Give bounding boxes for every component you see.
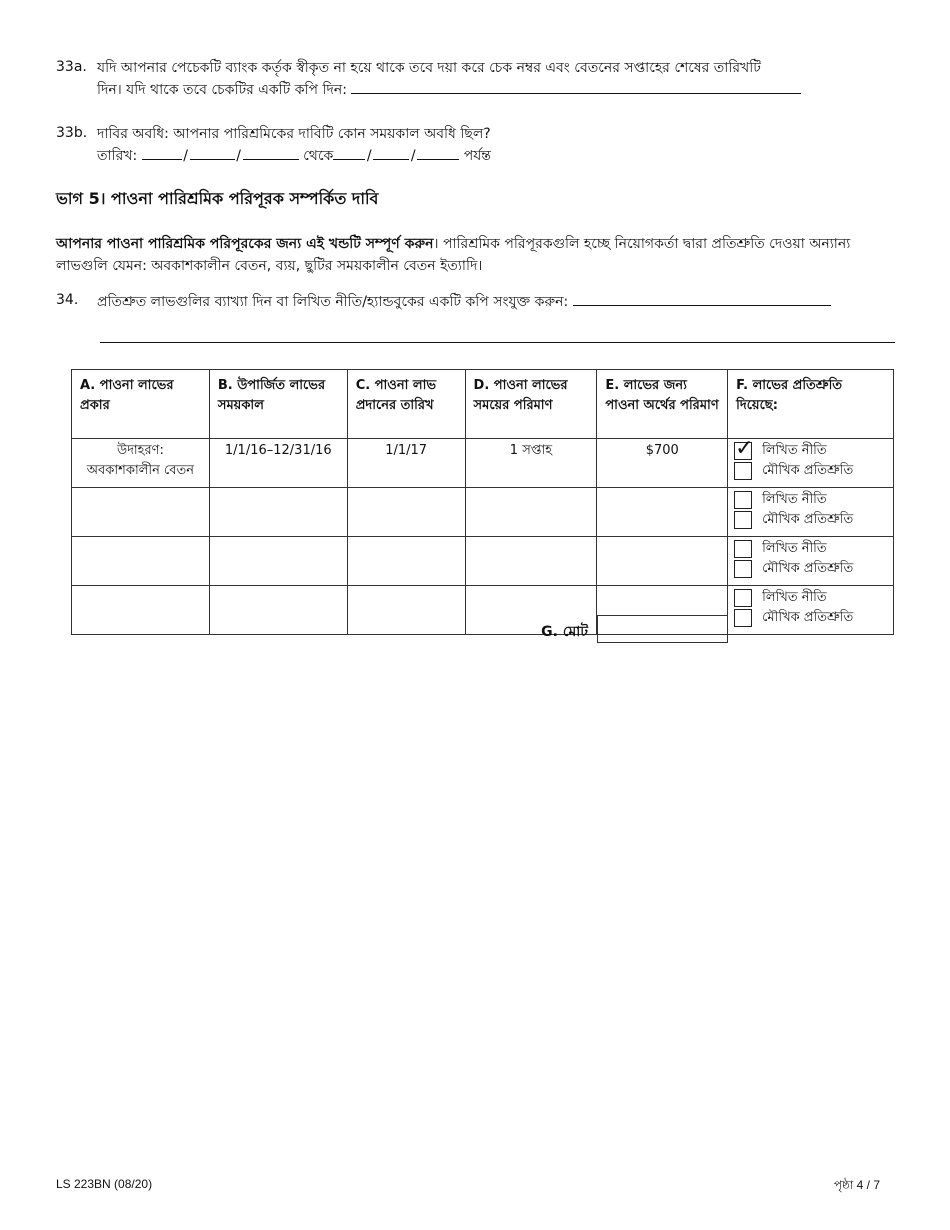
example-type-line1: উদাহরণ: bbox=[116, 443, 164, 458]
q33a-line2: দিন। যদি থাকে তবে চেকটির একটি কপি দিন: bbox=[97, 82, 347, 98]
money-amount-input[interactable] bbox=[597, 537, 728, 586]
until-label: পর্যন্ত bbox=[463, 148, 491, 164]
table-row bbox=[72, 537, 894, 586]
written-policy-label: লিখিত নীতি bbox=[762, 590, 827, 605]
benefits-explanation-line2[interactable] bbox=[100, 342, 895, 343]
example-time-amount: 1 সপ্তাহ bbox=[465, 439, 597, 488]
example-type-line2: অবকাশকালীন বেতন bbox=[86, 463, 195, 478]
verbal-promise-checkbox[interactable] bbox=[734, 462, 752, 480]
verbal-promise-checkbox[interactable] bbox=[734, 609, 752, 627]
from-month-field[interactable] bbox=[142, 145, 182, 160]
q34-text bbox=[97, 291, 831, 312]
verbal-promise-label: মৌখিক প্রতিশ্রুতি bbox=[762, 561, 854, 576]
section5-title: ভাগ 5। পাওনা পারিশ্রমিক পরিপূরক সম্পর্কিত দাবি bbox=[56, 189, 379, 208]
verbal-promise-checkbox[interactable] bbox=[734, 560, 752, 578]
written-policy-checkbox[interactable] bbox=[734, 491, 752, 509]
q33b-number: 33b. bbox=[56, 125, 88, 141]
verbal-promise-label: মৌখিক প্রতিশ্রুতি bbox=[762, 463, 854, 478]
date-slash: / bbox=[183, 148, 188, 164]
section5-intro-rest: । পারিশ্রমিক পরিপূরকগুলি হচ্ছে নিয়োগকর্তা দ্বারা প্রতিশ্রুতি দেওয়া অন্যান্য লাভগুলি যেমন: অবকাশকালীন বেতন, ব্যয়, ছুটির সময়কালীন বেতন ইত্যাদি। bbox=[56, 236, 851, 274]
due-date-input[interactable] bbox=[347, 537, 465, 586]
section5-intro-bold: আপনার পাওনা পারিশ্রমিক পরিপূরকের জন্য এই খন্ডটি সম্পূর্ণ করুন bbox=[56, 236, 434, 252]
from-year-field[interactable] bbox=[243, 145, 299, 160]
written-policy-checkbox[interactable] bbox=[734, 442, 752, 460]
section5-intro bbox=[56, 233, 896, 277]
table-header-row bbox=[72, 370, 894, 439]
table-row bbox=[72, 488, 894, 537]
verbal-promise-label: মৌখিক প্রতিশ্রুতি bbox=[762, 610, 854, 625]
verbal-promise-label: মৌখিক প্রতিশ্রুতি bbox=[762, 512, 854, 527]
written-policy-checkbox[interactable] bbox=[734, 589, 752, 607]
money-amount-input[interactable] bbox=[597, 488, 728, 537]
form-id: LS 223BN (08/20) bbox=[56, 1177, 153, 1191]
q33a-number: 33a. bbox=[56, 59, 87, 75]
benefits-explanation-field[interactable] bbox=[573, 291, 831, 306]
table-row-example bbox=[72, 439, 894, 488]
header-promised-by: F. লাভের প্রতিশ্রুতি দিয়েছে: bbox=[728, 370, 894, 439]
to-year-field[interactable] bbox=[417, 145, 459, 160]
example-type-cell bbox=[72, 439, 210, 488]
due-date-input[interactable] bbox=[347, 488, 465, 537]
promise-cell bbox=[728, 537, 894, 586]
page-number: পৃষ্ঠা 4 / 7 bbox=[833, 1178, 880, 1192]
example-promise-cell bbox=[728, 439, 894, 488]
promise-cell bbox=[728, 488, 894, 537]
date-slash: / bbox=[366, 148, 372, 164]
q33b-text bbox=[97, 124, 897, 166]
earned-period-input[interactable] bbox=[209, 586, 347, 635]
earned-period-input[interactable] bbox=[209, 537, 347, 586]
header-money-amount: E. লাভের জন্য পাওনা অর্থের পরিমাণ bbox=[597, 370, 728, 439]
benefit-type-input[interactable] bbox=[72, 488, 210, 537]
total-label: G. মোট bbox=[541, 624, 588, 640]
time-amount-input[interactable] bbox=[465, 537, 597, 586]
benefit-type-input[interactable] bbox=[72, 586, 210, 635]
to-month-field[interactable] bbox=[333, 145, 365, 160]
date-label: তারিখ: bbox=[97, 148, 138, 164]
promise-cell bbox=[728, 586, 894, 635]
q34-label: প্রতিশ্রুত লাভগুলির ব্যাখ্যা দিন বা লিখিত নীতি/হ্যান্ডবুকের একটি কপি সংযুক্ত করুন: bbox=[97, 294, 569, 310]
total-amount-field[interactable] bbox=[597, 615, 728, 643]
q33a-text bbox=[97, 58, 897, 100]
q33b-line1: দাবির অবধি: আপনার পারিশ্রমিকের দাবিটি কোন সময়কাল অবধি ছিল? bbox=[97, 126, 491, 142]
example-date: 1/1/17 bbox=[347, 439, 465, 488]
header-benefit-type: A. পাওনা লাভের প্রকার bbox=[72, 370, 210, 439]
date-slash: / bbox=[236, 148, 241, 164]
header-due-date: C. পাওনা লাভ প্রদানের তারিখ bbox=[347, 370, 465, 439]
header-earned-period: B. উপার্জিত লাভের সময়কাল bbox=[209, 370, 347, 439]
written-policy-label: লিখিত নীতি bbox=[762, 443, 827, 458]
benefit-type-input[interactable] bbox=[72, 537, 210, 586]
example-money: $700 bbox=[597, 439, 728, 488]
verbal-promise-checkbox[interactable] bbox=[734, 511, 752, 529]
to-day-field[interactable] bbox=[373, 145, 409, 160]
example-period: 1/1/16–12/31/16 bbox=[209, 439, 347, 488]
header-time-amount: D. পাওনা লাভের সময়ের পরিমাণ bbox=[465, 370, 597, 439]
q34-number: 34. bbox=[56, 292, 79, 308]
earned-period-input[interactable] bbox=[209, 488, 347, 537]
due-date-input[interactable] bbox=[347, 586, 465, 635]
q33a-line1: যদি আপনার পেচেকটি ব্যাংক কর্তৃক স্বীকৃত না হয়ে থাকে তবে দয়া করে চেক নম্বর এবং বেতনের সপ্তাহের শেষের তারিখটি bbox=[97, 60, 761, 76]
date-slash: / bbox=[410, 148, 416, 164]
check-info-field[interactable] bbox=[351, 79, 801, 94]
written-policy-checkbox[interactable] bbox=[734, 540, 752, 558]
from-label: থেকে bbox=[303, 148, 334, 164]
written-policy-label: লিখিত নীতি bbox=[762, 492, 827, 507]
time-amount-input[interactable] bbox=[465, 488, 597, 537]
benefits-table bbox=[71, 369, 894, 635]
written-policy-label: লিখিত নীতি bbox=[762, 541, 827, 556]
from-day-field[interactable] bbox=[190, 145, 235, 160]
